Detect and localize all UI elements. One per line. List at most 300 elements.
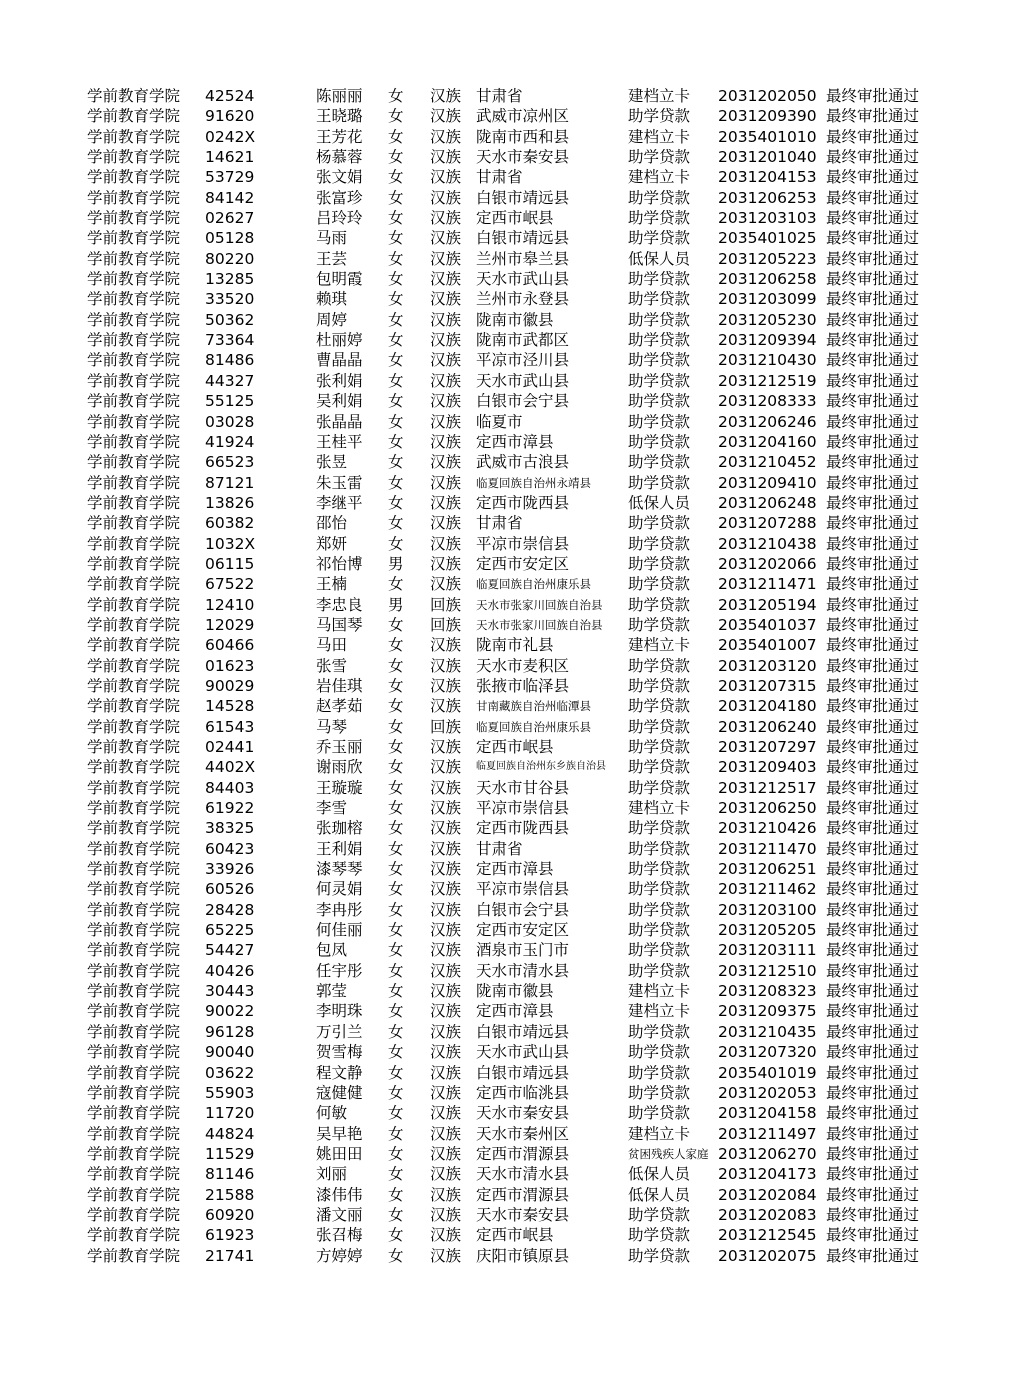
code-cell: 2031209394 xyxy=(718,331,817,350)
aid-type-cell: 助学贷款 xyxy=(628,392,691,411)
region-cell: 临夏回族自治州东乡族自治县 xyxy=(476,761,606,773)
region-cell: 定西市陇西县 xyxy=(476,493,570,512)
college-cell: 学前教育学院 xyxy=(87,127,181,146)
id-cell: 55903 xyxy=(205,1083,255,1102)
table-row xyxy=(87,961,947,981)
status-cell: 最终审批通过 xyxy=(826,168,920,187)
id-cell: 11529 xyxy=(205,1144,255,1163)
code-cell: 2031203111 xyxy=(718,941,817,960)
gender-cell: 女 xyxy=(388,290,404,309)
college-cell: 学前教育学院 xyxy=(87,392,181,411)
region-cell: 甘肃省 xyxy=(476,514,523,533)
name-cell: 马田 xyxy=(316,636,348,655)
aid-type-cell: 助学贷款 xyxy=(628,432,691,451)
gender-cell: 女 xyxy=(388,270,404,289)
ethnicity-cell: 汉族 xyxy=(430,1246,462,1265)
ethnicity-cell: 汉族 xyxy=(430,961,462,980)
region-cell: 定西市岷县 xyxy=(476,1226,554,1245)
code-cell: 2031209403 xyxy=(718,758,817,777)
region-cell: 兰州市永登县 xyxy=(476,290,570,309)
name-cell: 张召梅 xyxy=(316,1226,363,1245)
code-cell: 2031211471 xyxy=(718,575,817,594)
college-cell: 学前教育学院 xyxy=(87,1144,181,1163)
college-cell: 学前教育学院 xyxy=(87,1043,181,1062)
status-cell: 最终审批通过 xyxy=(826,778,920,797)
aid-type-cell: 助学贷款 xyxy=(628,595,691,614)
college-cell: 学前教育学院 xyxy=(87,941,181,960)
table-row xyxy=(87,1205,947,1225)
id-cell: 50362 xyxy=(205,310,255,329)
status-cell: 最终审批通过 xyxy=(826,656,920,675)
aid-type-cell: 助学贷款 xyxy=(628,900,691,919)
ethnicity-cell: 汉族 xyxy=(430,839,462,858)
college-cell: 学前教育学院 xyxy=(87,1104,181,1123)
status-cell: 最终审批通过 xyxy=(826,249,920,268)
code-cell: 2031202083 xyxy=(718,1205,817,1224)
id-cell: 02627 xyxy=(205,209,255,228)
name-cell: 何佳丽 xyxy=(316,921,363,940)
status-cell: 最终审批通过 xyxy=(826,595,920,614)
gender-cell: 女 xyxy=(388,1002,404,1021)
college-cell: 学前教育学院 xyxy=(87,982,181,1001)
aid-type-cell: 助学贷款 xyxy=(628,270,691,289)
name-cell: 姚田田 xyxy=(316,1144,363,1163)
region-cell: 武威市古浪县 xyxy=(476,453,570,472)
name-cell: 王晓璐 xyxy=(316,107,363,126)
region-cell: 天水市武山县 xyxy=(476,270,570,289)
aid-type-cell: 助学贷款 xyxy=(628,880,691,899)
code-cell: 2031204180 xyxy=(718,697,817,716)
region-cell: 张掖市临泽县 xyxy=(476,676,570,695)
id-cell: 30443 xyxy=(205,982,255,1001)
name-cell: 李忠良 xyxy=(316,595,363,614)
code-cell: 2031206246 xyxy=(718,412,817,431)
id-cell: 60466 xyxy=(205,636,255,655)
college-cell: 学前教育学院 xyxy=(87,1165,181,1184)
ethnicity-cell: 汉族 xyxy=(430,432,462,451)
name-cell: 张晶晶 xyxy=(316,412,363,431)
aid-type-cell: 助学贷款 xyxy=(628,1205,691,1224)
code-cell: 2031205205 xyxy=(718,921,817,940)
code-cell: 2031205223 xyxy=(718,249,817,268)
ethnicity-cell: 汉族 xyxy=(430,900,462,919)
ethnicity-cell: 汉族 xyxy=(430,941,462,960)
college-cell: 学前教育学院 xyxy=(87,453,181,472)
name-cell: 何敏 xyxy=(316,1104,348,1123)
name-cell: 程文静 xyxy=(316,1063,363,1082)
code-cell: 2031207315 xyxy=(718,676,817,695)
region-cell: 兰州市皋兰县 xyxy=(476,249,570,268)
id-cell: 54427 xyxy=(205,941,255,960)
code-cell: 2031204153 xyxy=(718,168,817,187)
code-cell: 2031210438 xyxy=(718,534,817,553)
table-row xyxy=(87,839,947,859)
aid-type-cell: 助学贷款 xyxy=(628,921,691,940)
region-cell: 陇南市武都区 xyxy=(476,331,570,350)
gender-cell: 女 xyxy=(388,1185,404,1204)
table-row xyxy=(87,289,947,309)
id-cell: 0242X xyxy=(205,127,256,146)
college-cell: 学前教育学院 xyxy=(87,1022,181,1041)
ethnicity-cell: 汉族 xyxy=(430,107,462,126)
code-cell: 2031204173 xyxy=(718,1165,817,1184)
college-cell: 学前教育学院 xyxy=(87,615,181,634)
name-cell: 任宇彤 xyxy=(316,961,363,980)
aid-type-cell: 低保人员 xyxy=(628,1165,691,1184)
aid-type-cell: 助学贷款 xyxy=(628,554,691,573)
ethnicity-cell: 汉族 xyxy=(430,290,462,309)
status-cell: 最终审批通过 xyxy=(826,229,920,248)
region-cell: 天水市张家川回族自治县 xyxy=(476,617,603,632)
college-cell: 学前教育学院 xyxy=(87,921,181,940)
college-cell: 学前教育学院 xyxy=(87,1063,181,1082)
name-cell: 王桂平 xyxy=(316,432,363,451)
gender-cell: 女 xyxy=(388,453,404,472)
id-cell: 12410 xyxy=(205,595,255,614)
ethnicity-cell: 汉族 xyxy=(430,554,462,573)
gender-cell: 女 xyxy=(388,615,404,634)
table-row xyxy=(87,249,947,269)
status-cell: 最终审批通过 xyxy=(826,473,920,492)
id-cell: 41924 xyxy=(205,432,255,451)
aid-type-cell: 助学贷款 xyxy=(628,575,691,594)
code-cell: 2031202050 xyxy=(718,87,817,105)
name-cell: 刘丽 xyxy=(316,1165,348,1184)
status-cell: 最终审批通过 xyxy=(826,961,920,980)
name-cell: 陈丽丽 xyxy=(316,87,363,105)
ethnicity-cell: 汉族 xyxy=(430,209,462,228)
code-cell: 2031202084 xyxy=(718,1185,817,1204)
gender-cell: 女 xyxy=(388,819,404,838)
gender-cell: 女 xyxy=(388,839,404,858)
region-cell: 陇南市徽县 xyxy=(476,982,554,1001)
id-cell: 53729 xyxy=(205,168,255,187)
college-cell: 学前教育学院 xyxy=(87,168,181,187)
table-row xyxy=(87,493,947,513)
status-cell: 最终审批通过 xyxy=(826,1144,920,1163)
status-cell: 最终审批通过 xyxy=(826,1185,920,1204)
region-cell: 平凉市崇信县 xyxy=(476,799,570,818)
status-cell: 最终审批通过 xyxy=(826,1124,920,1143)
id-cell: 40426 xyxy=(205,961,255,980)
college-cell: 学前教育学院 xyxy=(87,738,181,756)
table-row xyxy=(87,1063,947,1083)
region-cell: 陇南市徽县 xyxy=(476,310,554,329)
table-row xyxy=(87,737,947,757)
status-cell: 最终审批通过 xyxy=(826,270,920,289)
ethnicity-cell: 汉族 xyxy=(430,249,462,268)
region-cell: 甘肃省 xyxy=(476,168,523,187)
status-cell: 最终审批通过 xyxy=(826,310,920,329)
id-cell: 90040 xyxy=(205,1043,255,1062)
college-cell: 学前教育学院 xyxy=(87,87,181,105)
ethnicity-cell: 汉族 xyxy=(430,473,462,492)
ethnicity-cell: 汉族 xyxy=(430,738,462,756)
table-row xyxy=(87,391,947,411)
code-cell: 2031207297 xyxy=(718,738,817,756)
gender-cell: 女 xyxy=(388,127,404,146)
status-cell: 最终审批通过 xyxy=(826,921,920,940)
id-cell: 91620 xyxy=(205,107,255,126)
ethnicity-cell: 汉族 xyxy=(430,148,462,167)
table-row xyxy=(87,106,947,126)
table-row xyxy=(87,147,947,167)
id-cell: 03622 xyxy=(205,1063,255,1082)
aid-type-cell: 建档立卡 xyxy=(628,1124,691,1143)
status-cell: 最终审批通过 xyxy=(826,1205,920,1224)
id-cell: 21588 xyxy=(205,1185,255,1204)
name-cell: 漆琴琴 xyxy=(316,860,363,879)
table-row xyxy=(87,879,947,899)
college-cell: 学前教育学院 xyxy=(87,1002,181,1021)
table-row xyxy=(87,635,947,655)
table-row xyxy=(87,574,947,594)
code-cell: 2031206248 xyxy=(718,493,817,512)
aid-type-cell: 助学贷款 xyxy=(628,697,691,716)
college-cell: 学前教育学院 xyxy=(87,1226,181,1245)
college-cell: 学前教育学院 xyxy=(87,1246,181,1265)
id-cell: 13285 xyxy=(205,270,255,289)
table-row xyxy=(87,473,947,493)
region-cell: 临夏回族自治州永靖县 xyxy=(476,475,591,490)
college-cell: 学前教育学院 xyxy=(87,331,181,350)
region-cell: 白银市会宁县 xyxy=(476,392,570,411)
ethnicity-cell: 汉族 xyxy=(430,1022,462,1041)
gender-cell: 女 xyxy=(388,249,404,268)
status-cell: 最终审批通过 xyxy=(826,412,920,431)
aid-type-cell: 低保人员 xyxy=(628,1185,691,1204)
gender-cell: 女 xyxy=(388,1043,404,1062)
ethnicity-cell: 汉族 xyxy=(430,1104,462,1123)
college-cell: 学前教育学院 xyxy=(87,595,181,614)
status-cell: 最终审批通过 xyxy=(826,290,920,309)
name-cell: 王芳花 xyxy=(316,127,363,146)
status-cell: 最终审批通过 xyxy=(826,1246,920,1265)
name-cell: 包凤 xyxy=(316,941,348,960)
ethnicity-cell: 汉族 xyxy=(430,1144,462,1163)
gender-cell: 女 xyxy=(388,717,404,736)
college-cell: 学前教育学院 xyxy=(87,697,181,716)
college-cell: 学前教育学院 xyxy=(87,1185,181,1204)
gender-cell: 女 xyxy=(388,778,404,797)
college-cell: 学前教育学院 xyxy=(87,758,181,777)
aid-type-cell: 助学贷款 xyxy=(628,351,691,370)
id-cell: 38325 xyxy=(205,819,255,838)
table-row xyxy=(87,1185,947,1205)
id-cell: 21741 xyxy=(205,1246,255,1265)
status-cell: 最终审批通过 xyxy=(826,941,920,960)
aid-type-cell: 助学贷款 xyxy=(628,1063,691,1082)
gender-cell: 女 xyxy=(388,371,404,390)
name-cell: 周婷 xyxy=(316,310,348,329)
table-row xyxy=(87,127,947,147)
name-cell: 吴早艳 xyxy=(316,1124,363,1143)
ethnicity-cell: 汉族 xyxy=(430,493,462,512)
college-cell: 学前教育学院 xyxy=(87,229,181,248)
region-cell: 甘南藏族自治州临潭县 xyxy=(476,699,591,714)
region-cell: 白银市靖远县 xyxy=(476,229,570,248)
name-cell: 吕玲玲 xyxy=(316,209,363,228)
college-cell: 学前教育学院 xyxy=(87,371,181,390)
aid-type-cell: 建档立卡 xyxy=(628,636,691,655)
ethnicity-cell: 汉族 xyxy=(430,778,462,797)
table-row xyxy=(87,778,947,798)
status-cell: 最终审批通过 xyxy=(826,1104,920,1123)
region-cell: 平凉市泾川县 xyxy=(476,351,570,370)
college-cell: 学前教育学院 xyxy=(87,107,181,126)
aid-type-cell: 助学贷款 xyxy=(628,188,691,207)
college-cell: 学前教育学院 xyxy=(87,473,181,492)
table-row xyxy=(87,676,947,696)
id-cell: 42524 xyxy=(205,87,255,105)
code-cell: 2035401025 xyxy=(718,229,817,248)
status-cell: 最终审批通过 xyxy=(826,514,920,533)
code-cell: 2031211470 xyxy=(718,839,817,858)
college-cell: 学前教育学院 xyxy=(87,514,181,533)
id-cell: 90029 xyxy=(205,676,255,695)
gender-cell: 女 xyxy=(388,941,404,960)
code-cell: 2035401010 xyxy=(718,127,817,146)
status-cell: 最终审批通过 xyxy=(826,615,920,634)
region-cell: 陇南市礼县 xyxy=(476,636,554,655)
gender-cell: 女 xyxy=(388,1104,404,1123)
college-cell: 学前教育学院 xyxy=(87,412,181,431)
code-cell: 2031204160 xyxy=(718,432,817,451)
region-cell: 陇南市西和县 xyxy=(476,127,570,146)
aid-type-cell: 助学贷款 xyxy=(628,758,691,777)
code-cell: 2031209410 xyxy=(718,473,817,492)
ethnicity-cell: 汉族 xyxy=(430,880,462,899)
ethnicity-cell: 回族 xyxy=(430,595,462,614)
table-row xyxy=(87,798,947,818)
student-approval-table xyxy=(87,86,947,1266)
name-cell: 漆伟伟 xyxy=(316,1185,363,1204)
code-cell: 2031203100 xyxy=(718,900,817,919)
name-cell: 吴利娟 xyxy=(316,392,363,411)
id-cell: 03028 xyxy=(205,412,255,431)
code-cell: 2035401019 xyxy=(718,1063,817,1082)
name-cell: 何灵娟 xyxy=(316,880,363,899)
gender-cell: 女 xyxy=(388,331,404,350)
region-cell: 定西市漳县 xyxy=(476,860,554,879)
id-cell: 12029 xyxy=(205,615,255,634)
region-cell: 临夏回族自治州康乐县 xyxy=(476,719,591,734)
ethnicity-cell: 汉族 xyxy=(430,575,462,594)
college-cell: 学前教育学院 xyxy=(87,1083,181,1102)
aid-type-cell: 助学贷款 xyxy=(628,412,691,431)
region-cell: 定西市陇西县 xyxy=(476,819,570,838)
table-row xyxy=(87,1225,947,1245)
code-cell: 2031210426 xyxy=(718,819,817,838)
gender-cell: 女 xyxy=(388,107,404,126)
code-cell: 2031203103 xyxy=(718,209,817,228)
college-cell: 学前教育学院 xyxy=(87,961,181,980)
table-row xyxy=(87,1246,947,1266)
gender-cell: 女 xyxy=(388,1124,404,1143)
gender-cell: 女 xyxy=(388,1144,404,1163)
status-cell: 最终审批通过 xyxy=(826,860,920,879)
table-row xyxy=(87,656,947,676)
table-row xyxy=(87,1083,947,1103)
table-row xyxy=(87,86,947,106)
status-cell: 最终审批通过 xyxy=(826,392,920,411)
college-cell: 学前教育学院 xyxy=(87,554,181,573)
code-cell: 2031205230 xyxy=(718,310,817,329)
id-cell: 33520 xyxy=(205,290,255,309)
status-cell: 最终审批通过 xyxy=(826,676,920,695)
status-cell: 最终审批通过 xyxy=(826,148,920,167)
region-cell: 白银市靖远县 xyxy=(476,1022,570,1041)
table-row xyxy=(87,859,947,879)
table-row xyxy=(87,717,947,737)
aid-type-cell: 助学贷款 xyxy=(628,1043,691,1062)
region-cell: 武威市凉州区 xyxy=(476,107,570,126)
ethnicity-cell: 汉族 xyxy=(430,1185,462,1204)
table-row xyxy=(87,595,947,615)
status-cell: 最终审批通过 xyxy=(826,453,920,472)
id-cell: 1032X xyxy=(205,534,256,553)
gender-cell: 女 xyxy=(388,676,404,695)
aid-type-cell: 助学贷款 xyxy=(628,107,691,126)
name-cell: 李明珠 xyxy=(316,1002,363,1021)
table-row xyxy=(87,330,947,350)
gender-cell: 女 xyxy=(388,1063,404,1082)
college-cell: 学前教育学院 xyxy=(87,310,181,329)
code-cell: 2035401007 xyxy=(718,636,817,655)
status-cell: 最终审批通过 xyxy=(826,1165,920,1184)
name-cell: 王楠 xyxy=(316,575,348,594)
table-row xyxy=(87,1042,947,1062)
name-cell: 贺雪梅 xyxy=(316,1043,363,1062)
aid-type-cell: 助学贷款 xyxy=(628,1022,691,1041)
region-cell: 天水市清水县 xyxy=(476,961,570,980)
name-cell: 张雪 xyxy=(316,656,348,675)
aid-type-cell: 助学贷款 xyxy=(628,1083,691,1102)
ethnicity-cell: 汉族 xyxy=(430,534,462,553)
ethnicity-cell: 汉族 xyxy=(430,371,462,390)
table-row xyxy=(87,818,947,838)
status-cell: 最终审批通过 xyxy=(826,127,920,146)
aid-type-cell: 助学贷款 xyxy=(628,941,691,960)
id-cell: 96128 xyxy=(205,1022,255,1041)
aid-type-cell: 助学贷款 xyxy=(628,290,691,309)
ethnicity-cell: 汉族 xyxy=(430,453,462,472)
aid-type-cell: 助学贷款 xyxy=(628,514,691,533)
region-cell: 酒泉市玉门市 xyxy=(476,941,570,960)
gender-cell: 男 xyxy=(388,595,404,614)
region-cell: 定西市岷县 xyxy=(476,738,554,756)
code-cell: 2031206270 xyxy=(718,1144,817,1163)
id-cell: 02441 xyxy=(205,738,255,756)
table-row xyxy=(87,412,947,432)
table-row xyxy=(87,310,947,330)
table-row xyxy=(87,228,947,248)
name-cell: 寇健健 xyxy=(316,1083,363,1102)
name-cell: 张文娟 xyxy=(316,168,363,187)
college-cell: 学前教育学院 xyxy=(87,860,181,879)
status-cell: 最终审批通过 xyxy=(826,534,920,553)
id-cell: 44824 xyxy=(205,1124,255,1143)
code-cell: 2031212517 xyxy=(718,778,817,797)
college-cell: 学前教育学院 xyxy=(87,656,181,675)
id-cell: 61543 xyxy=(205,717,255,736)
ethnicity-cell: 汉族 xyxy=(430,1043,462,1062)
gender-cell: 女 xyxy=(388,921,404,940)
region-cell: 定西市岷县 xyxy=(476,209,554,228)
college-cell: 学前教育学院 xyxy=(87,1124,181,1143)
ethnicity-cell: 汉族 xyxy=(430,697,462,716)
region-cell: 平凉市崇信县 xyxy=(476,880,570,899)
